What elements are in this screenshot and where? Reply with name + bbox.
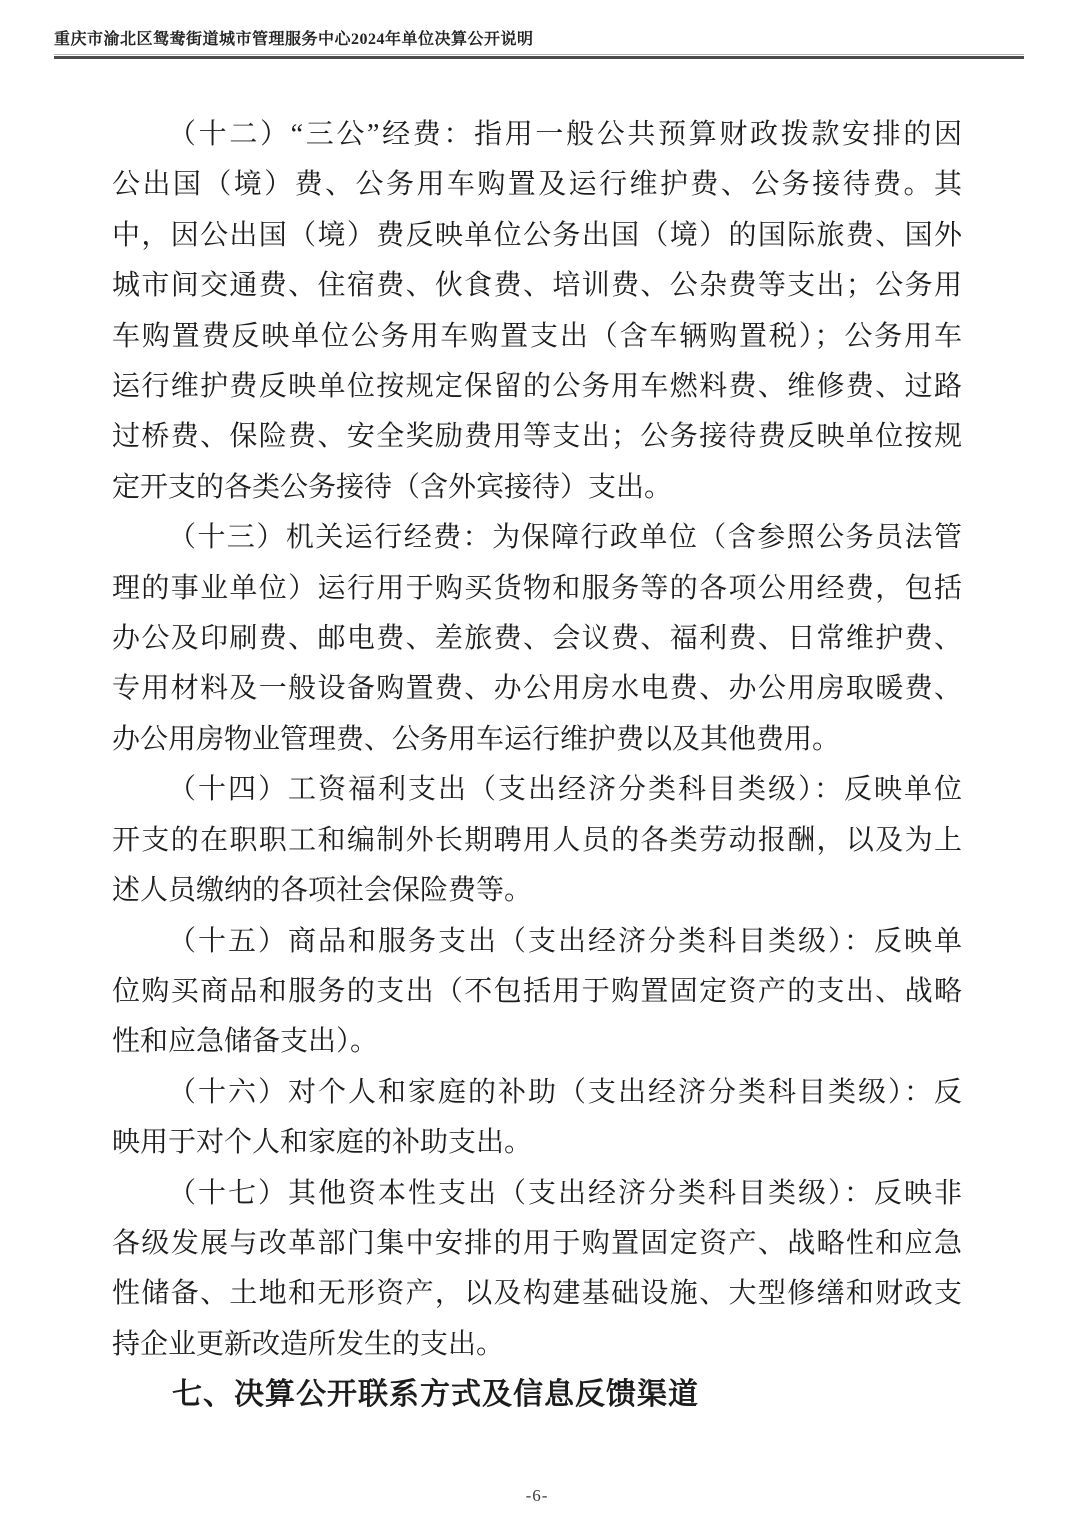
text-line: 开支的在职职工和编制外长期聘用人员的各类劳动报酬，以及为上 xyxy=(112,824,962,856)
text-line: （十六）对个人和家庭的补助（支出经济分类科目类级）：反 xyxy=(168,1076,962,1108)
text-line: 各级发展与改革部门集中安排的用于购置固定资产、战略性和应急 xyxy=(112,1227,962,1259)
text-line: 持企业更新改造所发生的支出。 xyxy=(112,1328,505,1360)
text-line: 运行维护费反映单位按规定保留的公务用车燃料费、维修费、过路 xyxy=(112,371,962,403)
text-line: 过桥费、保险费、安全奖励费用等支出；公务接待费反映单位按规 xyxy=(112,421,962,453)
text-line: 城市间交通费、住宿费、伙食费、培训费、公杂费等支出；公务用 xyxy=(112,270,962,302)
text-line: （十三）机关运行经费：为保障行政单位（含参照公务员法管 xyxy=(168,522,962,554)
text-line: （十五）商品和服务支出（支出经济分类科目类级）：反映单 xyxy=(168,925,962,957)
text-line: 性和应急储备支出）。 xyxy=(112,1026,379,1058)
text-line: 性储备、土地和无形资产，以及构建基础设施、大型修缮和财政支 xyxy=(112,1278,962,1310)
section-heading xyxy=(112,1370,962,1420)
document-body xyxy=(112,110,962,1421)
page-footer xyxy=(0,1486,1074,1506)
text-line: 定开支的各类公务接待（含外宾接待）支出。 xyxy=(112,471,673,503)
text-line: 理的事业单位）运行用于购买货物和服务等的各项公用经费，包括 xyxy=(112,572,962,604)
text-line: 办公及印刷费、邮电费、差旅费、会议费、福利费、日常维护费、 xyxy=(112,623,962,655)
paragraph xyxy=(112,513,962,765)
paragraph xyxy=(112,765,962,916)
page-header xyxy=(54,26,1024,59)
text-line: 专用材料及一般设备购置费、办公用房水电费、办公用房取暖费、 xyxy=(112,673,962,705)
text-line: （十二）“三公”经费：指用一般公共预算财政拨款安排的因 xyxy=(168,119,962,150)
text-line: 车购置费反映单位公务用车购置支出（含车辆购置税）；公务用车 xyxy=(112,320,962,352)
text-line: 映用于对个人和家庭的补助支出。 xyxy=(112,1127,533,1159)
text-line: 中，因公出国（境）费反映单位公务出国（境）的国际旅费、国外 xyxy=(112,219,962,251)
text-line: 七、决算公开联系方式及信息反馈渠道 xyxy=(172,1378,699,1412)
page-number: -6- xyxy=(525,1486,549,1505)
text-line: （十四）工资福利支出（支出经济分类科目类级）：反映单位 xyxy=(168,774,962,806)
header-title: 重庆市渝北区鸳鸯街道城市管理服务中心2024年单位决算公开说明 xyxy=(54,31,534,48)
paragraph xyxy=(112,110,962,513)
text-line: 位购买商品和服务的支出（不包括用于购置固定资产的支出、战略 xyxy=(112,975,962,1007)
paragraph xyxy=(112,1169,962,1371)
paragraph xyxy=(112,1068,962,1169)
header-rule xyxy=(54,54,1024,59)
text-line: 述人员缴纳的各项社会保险费等。 xyxy=(112,875,533,907)
text-line: （十七）其他资本性支出（支出经济分类科目类级）：反映非 xyxy=(168,1177,962,1209)
text-line: 公出国（境）费、公务用车购置及运行维护费、公务接待费。其 xyxy=(112,169,962,201)
paragraph xyxy=(112,917,962,1068)
text-line: 办公用房物业管理费、公务用车运行维护费以及其他费用。 xyxy=(112,723,841,755)
